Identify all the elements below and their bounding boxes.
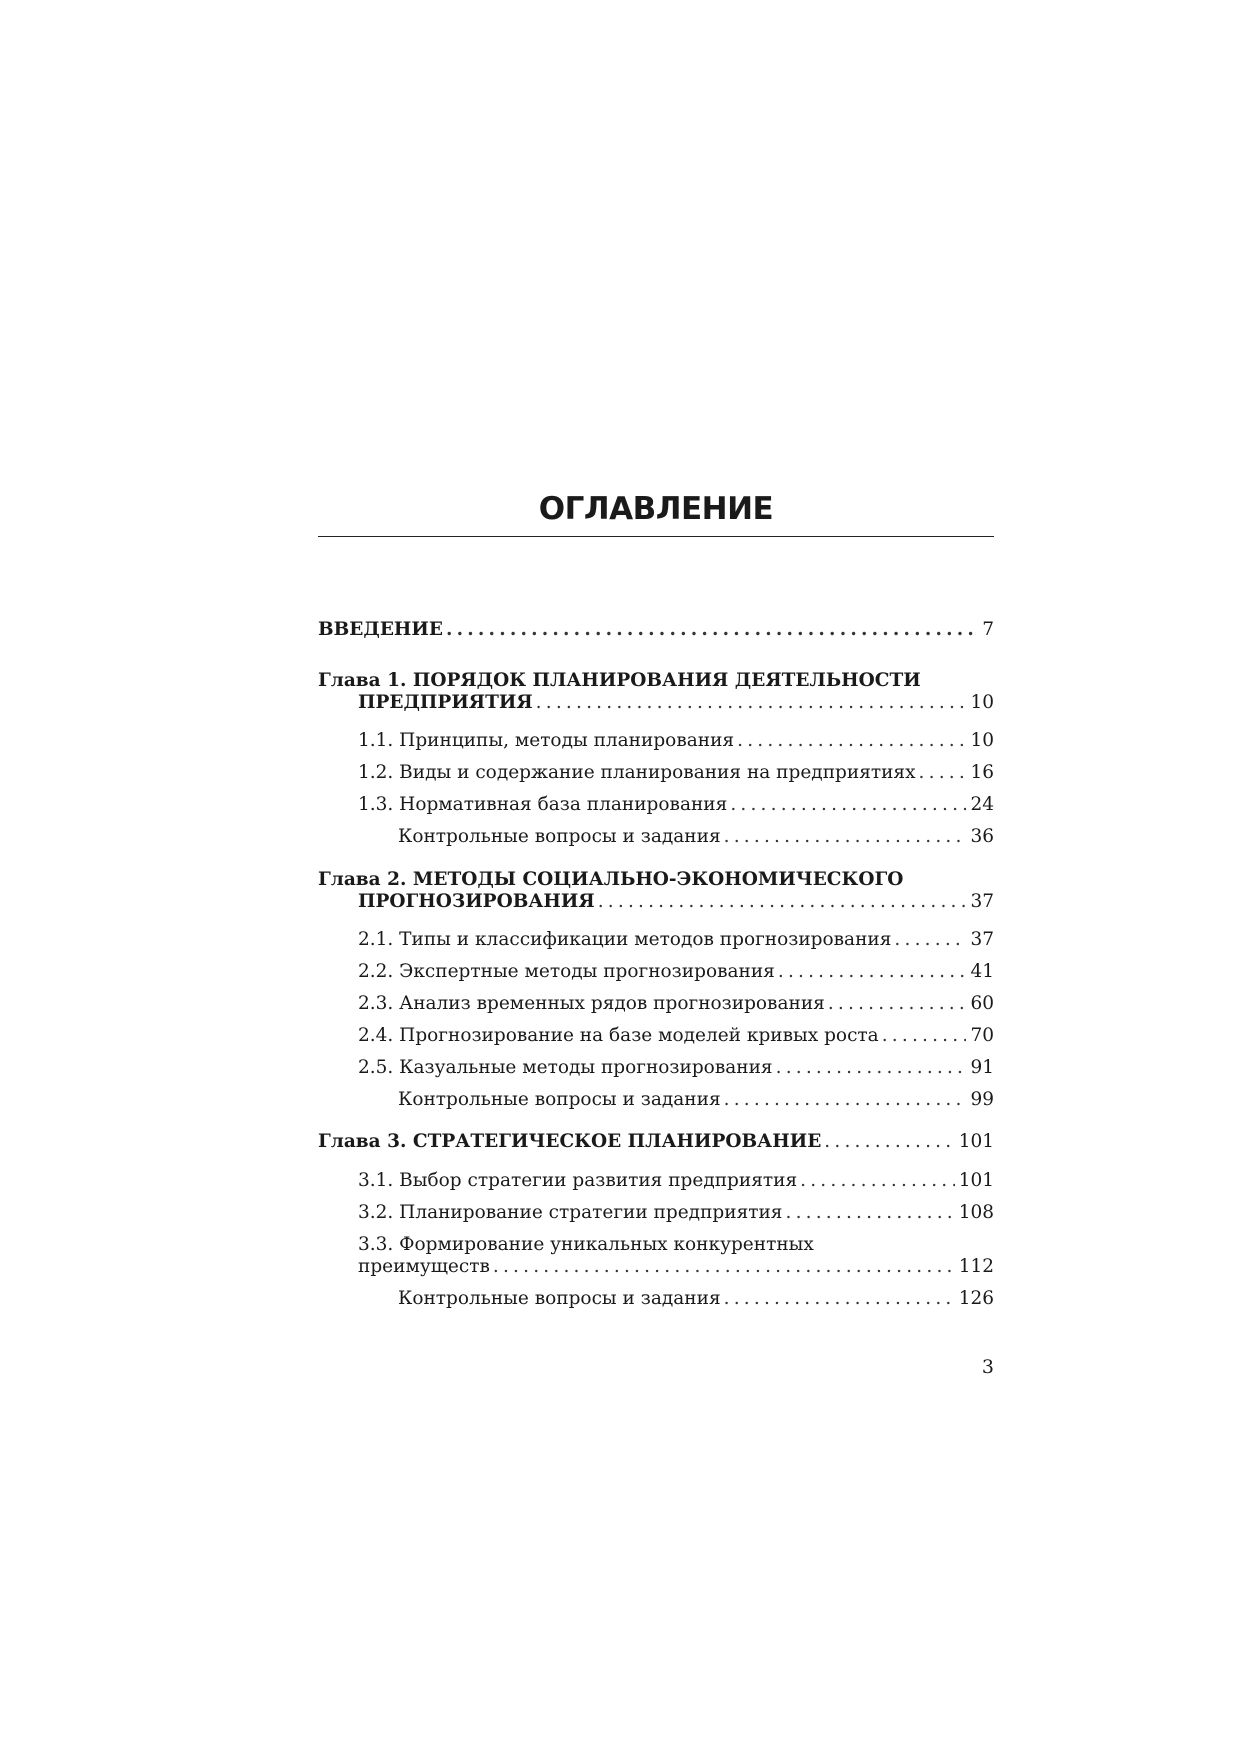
toc-entry-label: 2.5. Казуальные методы прогнозирования bbox=[358, 1057, 773, 1078]
toc-entry-1-questions[interactable] bbox=[398, 825, 994, 849]
chapter-title-line2: ПРЕДПРИЯТИЯ bbox=[358, 692, 533, 713]
chapter-heading bbox=[318, 1130, 821, 1154]
chapter-prefix: Глава 3. bbox=[318, 1131, 407, 1152]
toc-chapter-1[interactable] bbox=[358, 691, 994, 715]
toc-entry-page: 37 bbox=[970, 891, 994, 912]
toc-entry-label: 1.3. Нормативная база планирования bbox=[358, 794, 728, 815]
dot-leader bbox=[737, 729, 966, 753]
dot-leader bbox=[828, 992, 967, 1016]
toc-entry-page: 24 bbox=[970, 794, 994, 815]
dot-leader bbox=[724, 1287, 955, 1311]
toc-chapter-2[interactable] bbox=[358, 890, 994, 914]
dot-leader bbox=[919, 761, 967, 785]
dot-leader bbox=[894, 928, 966, 952]
dot-leader bbox=[882, 1024, 967, 1048]
toc-entry-label: 2.2. Экспертные методы прогнозирования bbox=[358, 961, 775, 982]
toc-entry-label: 2.3. Анализ временных рядов прогнозирования bbox=[358, 993, 825, 1014]
toc-chapter-2-heading[interactable] bbox=[318, 868, 903, 892]
toc-entry-label: Контрольные вопросы и задания bbox=[398, 1089, 721, 1110]
toc-entry-3-1[interactable] bbox=[358, 1169, 994, 1193]
toc-entry-2-2[interactable] bbox=[358, 960, 994, 984]
toc-entry-label: 1.1. Принципы, методы планирования bbox=[358, 730, 735, 751]
toc-entry-page: 60 bbox=[970, 993, 994, 1014]
toc-entry-page: 112 bbox=[958, 1256, 994, 1277]
dot-leader bbox=[493, 1255, 955, 1279]
toc-entry-page: 10 bbox=[970, 692, 994, 713]
toc-entry-label: 2.1. Типы и классификации методов прогнозирования bbox=[358, 929, 892, 950]
dot-leader bbox=[778, 960, 967, 984]
dot-leader bbox=[800, 1169, 955, 1193]
toc-entry-page: 37 bbox=[970, 929, 994, 950]
dot-leader bbox=[785, 1201, 954, 1225]
toc-entry-3-questions[interactable] bbox=[398, 1287, 994, 1311]
toc-entry-page: 101 bbox=[958, 1131, 994, 1152]
toc-entry-page: 36 bbox=[970, 826, 994, 847]
toc-entry-label: 1.2. Виды и содержание планирования на предприятиях bbox=[358, 762, 916, 783]
page-number: 3 bbox=[981, 1356, 994, 1378]
dot-leader bbox=[598, 890, 967, 914]
toc-entry-3-3[interactable] bbox=[358, 1255, 994, 1279]
toc-entry-page: 16 bbox=[970, 762, 994, 783]
toc-entry-label: Контрольные вопросы и задания bbox=[398, 826, 721, 847]
page-title: ОГЛАВЛЕНИЕ bbox=[538, 491, 774, 527]
dot-leader bbox=[824, 1130, 954, 1154]
toc-entry-page: 7 bbox=[982, 619, 994, 640]
dot-leader bbox=[536, 691, 967, 715]
toc-entry-page: 10 bbox=[970, 730, 994, 751]
toc-entry-page: 41 bbox=[970, 961, 994, 982]
toc-entry-page: 99 bbox=[970, 1089, 994, 1110]
chapter-prefix: Глава 1. bbox=[318, 670, 407, 691]
toc-entry-2-questions[interactable] bbox=[398, 1088, 994, 1112]
toc-entry-intro[interactable] bbox=[318, 618, 994, 642]
toc-entry-3-3-line1[interactable] bbox=[358, 1233, 814, 1257]
toc-entry-label: 3.3. Формирование уникальных конкурентных bbox=[358, 1234, 814, 1255]
chapter-title-line1: СТРАТЕГИЧЕСКОЕ ПЛАНИРОВАНИЕ bbox=[412, 1131, 822, 1152]
title-divider bbox=[318, 536, 994, 537]
chapter-title-line2: ПРОГНОЗИРОВАНИЯ bbox=[358, 891, 595, 912]
toc-entry-page: 126 bbox=[958, 1288, 994, 1309]
toc-entry-1-3[interactable] bbox=[358, 793, 994, 817]
toc-entry-label: 3.2. Планирование стратегии предприятия bbox=[358, 1202, 783, 1223]
toc-entry-label: 2.4. Прогнозирование на базе моделей кривых роста bbox=[358, 1025, 879, 1046]
chapter-prefix: Глава 2. bbox=[318, 869, 407, 890]
chapter-title-line1: ПОРЯДОК ПЛАНИРОВАНИЯ ДЕЯТЕЛЬНОСТИ bbox=[412, 670, 921, 691]
toc-entry-page: 91 bbox=[970, 1057, 994, 1078]
toc-entry-label: 3.1. Выбор стратегии развития предприятия bbox=[358, 1170, 798, 1191]
toc-entry-label: ВВЕДЕНИЕ bbox=[318, 619, 443, 640]
toc-entry-3-2[interactable] bbox=[358, 1201, 994, 1225]
dot-leader bbox=[446, 618, 978, 642]
dot-leader bbox=[724, 1088, 967, 1112]
dot-leader bbox=[724, 825, 967, 849]
toc-entry-label-line2: преимуществ bbox=[358, 1256, 490, 1277]
dot-leader bbox=[730, 793, 966, 817]
dot-leader bbox=[776, 1056, 967, 1080]
toc-entry-1-2[interactable] bbox=[358, 761, 994, 785]
toc-entry-2-4[interactable] bbox=[358, 1024, 994, 1048]
toc-entry-label: Контрольные вопросы и задания bbox=[398, 1288, 721, 1309]
toc-entry-2-3[interactable] bbox=[358, 992, 994, 1016]
toc-entry-2-5[interactable] bbox=[358, 1056, 994, 1080]
toc-entry-2-1[interactable] bbox=[358, 928, 994, 952]
table-of-contents bbox=[318, 488, 994, 1309]
toc-entry-1-1[interactable] bbox=[358, 729, 994, 753]
toc-entry-page: 101 bbox=[958, 1170, 994, 1191]
toc-entry-page: 108 bbox=[958, 1202, 994, 1223]
chapter-title-line1: МЕТОДЫ СОЦИАЛЬНО-ЭКОНОМИЧЕСКОГО bbox=[412, 869, 904, 890]
toc-chapter-3[interactable] bbox=[318, 1130, 994, 1154]
toc-chapter-1-heading[interactable] bbox=[318, 669, 921, 693]
toc-entry-page: 70 bbox=[970, 1025, 994, 1046]
